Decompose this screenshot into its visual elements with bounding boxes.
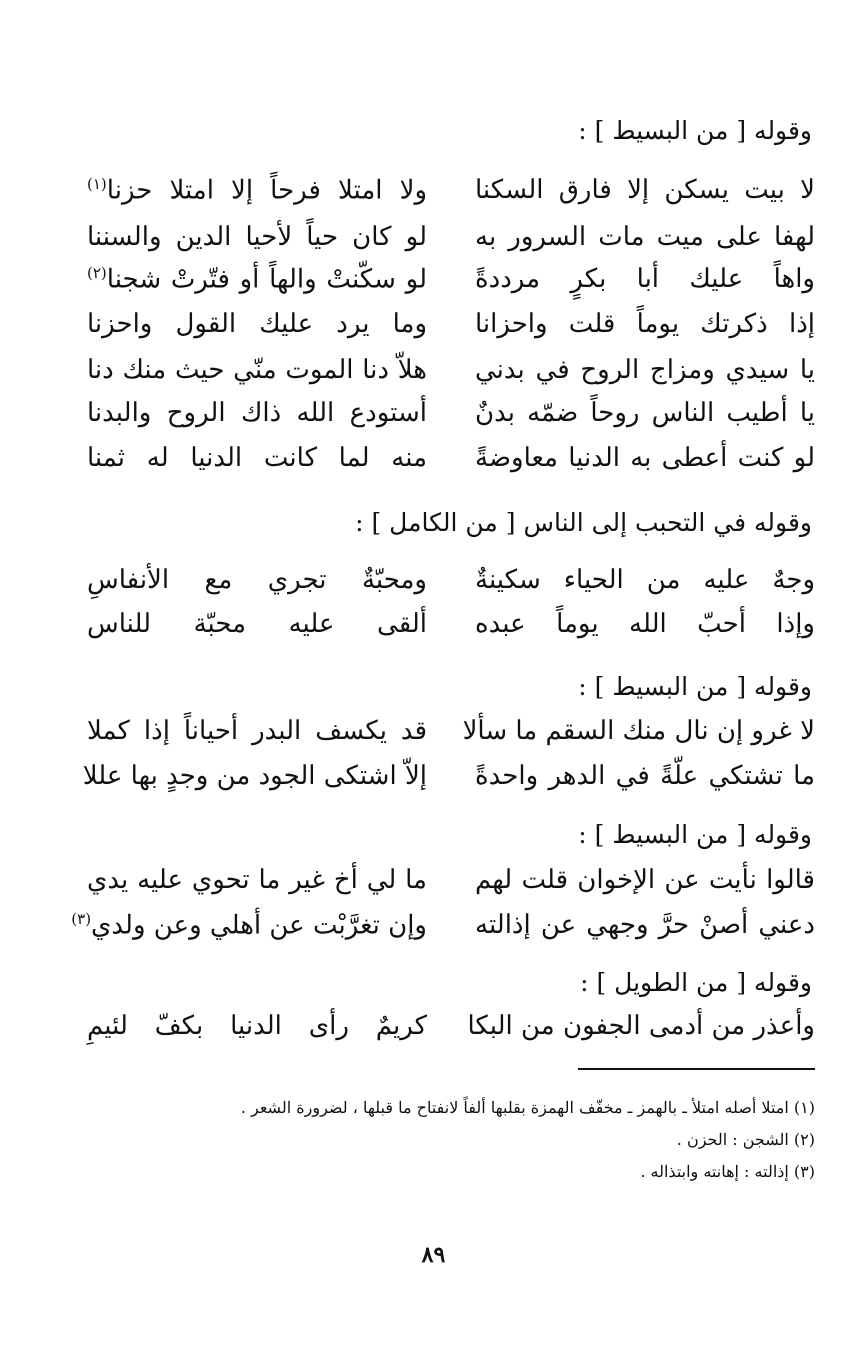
- verse-second-hemistich: وما يرد عليك القول واحزنا: [87, 309, 427, 339]
- verse-second-hemistich: وإن تغرَّبْت عن أهلي وعن ولدي$^{(٣)}$: [71, 910, 427, 941]
- footnote: (١) امتلا أصله امتلأ ـ بالهمز ـ مخفّف الهمزة بقلبها ألفاً لانفتاح ما قبلها ، لضرورة الشعر .: [240, 1098, 815, 1117]
- verse-second-hemistich: إلاّ اشتكى الجود من وجدٍ بها عللا: [82, 761, 427, 791]
- verse-first-hemistich: لو كنت أعطى به الدنيا معاوضةً: [475, 443, 815, 473]
- verse-second-hemistich: لو سكّنتْ والهاً أو فتّرتْ شجنا$^{(٢)}$: [87, 264, 427, 295]
- section-heading: وقوله [ من الطويل ] :: [580, 968, 812, 997]
- verse-second-hemistich: ما لي أخ غير ما تحوي عليه يدي: [87, 865, 427, 895]
- verse-first-hemistich: ما تشتكي علّةً في الدهر واحدةً: [475, 761, 815, 791]
- verse-second-hemistich: منه لما كانت الدنيا له ثمنا: [87, 443, 427, 473]
- verse-first-hemistich: دعني أصنْ حرَّ وجهي عن إذالته: [475, 910, 815, 940]
- section-heading: وقوله [ من البسيط ] :: [578, 116, 812, 145]
- verse-second-hemistich: ولا امتلا فرحاً إلا امتلا حزنا$^{(١)}$: [87, 175, 427, 206]
- verse-first-hemistich: قالوا نأيت عن الإخوان قلت لهم: [475, 865, 815, 895]
- section-heading: وقوله [ من البسيط ] :: [578, 672, 812, 701]
- verse-first-hemistich: وأعذر من أدمى الجفون من البكا: [467, 1011, 815, 1041]
- footnote: (٢) الشجن : الحزن .: [676, 1130, 815, 1149]
- verse-second-hemistich: ألقى عليه محبّة للناس: [87, 609, 427, 639]
- footnote-separator: [578, 1068, 815, 1070]
- page-number: ٨٩: [421, 1242, 446, 1268]
- footnote-marker: (١): [87, 175, 107, 193]
- verse-first-hemistich: واهاً عليك أبا بكرٍ مرددةً: [475, 264, 815, 294]
- footnote-marker: (٢): [87, 264, 107, 282]
- section-heading: وقوله [ من البسيط ] :: [578, 820, 812, 849]
- verse-second-hemistich: أستودع الله ذاك الروح والبدنا: [87, 398, 427, 428]
- verse-first-hemistich: يا أطيب الناس روحاً ضمّه بدنٌ: [475, 398, 815, 428]
- verse-first-hemistich: لا غرو إن نال منك السقم ما سألا: [462, 716, 815, 746]
- verse-first-hemistich: لهفا على ميت مات السرور به: [475, 222, 815, 252]
- footnote: (٣) إذالته : إهانته وابتذاله .: [640, 1162, 815, 1181]
- verse-first-hemistich: لا بيت يسكن إلا فارق السكنا: [475, 175, 815, 205]
- verse-second-hemistich: كريمٌ رأى الدنيا بكفّ لئيمِ: [87, 1011, 427, 1041]
- verse-second-hemistich: هلاّ دنا الموت منّي حيث منك دنا: [87, 355, 427, 385]
- verse-first-hemistich: وإذا أحبّ الله يوماً عبده: [475, 609, 815, 639]
- verse-second-hemistich: قد يكسف البدر أحياناً إذا كملا: [87, 716, 427, 746]
- verse-second-hemistich: ومحبّةٌ تجري مع الأنفاسِ: [87, 565, 427, 595]
- verse-first-hemistich: إذا ذكرتك يوماً قلت واحزانا: [475, 309, 815, 339]
- verse-first-hemistich: وجهٌ عليه من الحياء سكينةٌ: [475, 565, 815, 595]
- verse-second-hemistich: لو كان حياً لأحيا الدين والسننا: [87, 222, 427, 252]
- footnote-marker: (٣): [71, 910, 92, 928]
- verse-first-hemistich: يا سيدي ومزاج الروح في بدني: [475, 355, 815, 385]
- section-heading: وقوله في التحبب إلى الناس [ من الكامل ] :: [355, 508, 812, 537]
